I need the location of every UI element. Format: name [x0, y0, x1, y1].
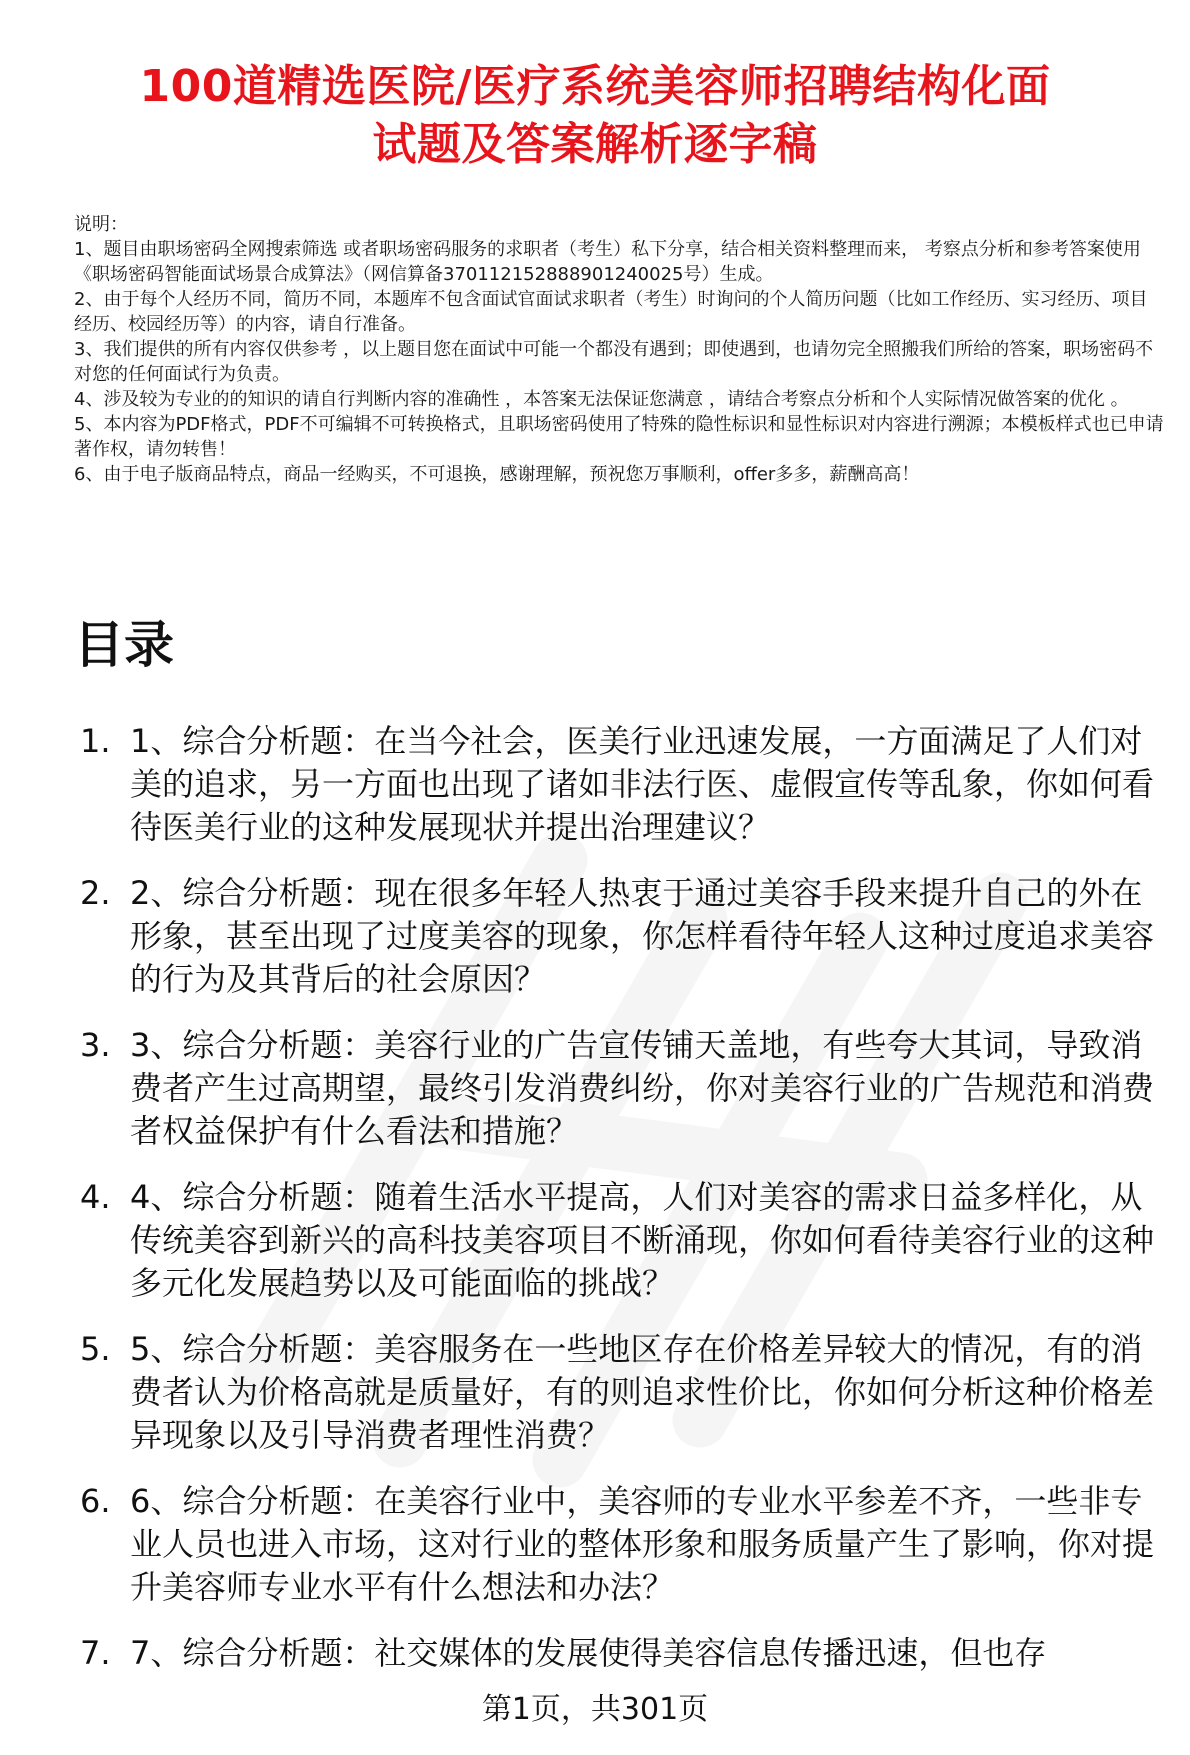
toc-item-6[interactable]: [74, 1480, 1174, 1609]
toc-item-2[interactable]: [74, 872, 1174, 1001]
notes-section: [74, 212, 1164, 487]
toc-item-number: 5.: [80, 1330, 111, 1368]
document-title-line-1: 100道精选医院/医疗系统美容师招聘结构化面: [139, 61, 1051, 112]
toc-item-7[interactable]: [74, 1632, 1174, 1675]
toc-list: [74, 720, 1174, 1698]
note-item-4: 4、涉及较为专业的的知识的请自行判断内容的准确性 ，本答案无法保证您满意 ，请结合考察点分析和个人实际情况做答案的优化 。: [74, 389, 1129, 410]
document-title: [60, 58, 1130, 174]
page-number-footer: 第1页，共301页: [481, 1692, 709, 1727]
notes-heading: 说明：: [74, 214, 128, 235]
toc-item-3[interactable]: [74, 1024, 1174, 1153]
toc-item-text: 7、综合分析题：社交媒体的发展使得美容信息传播迅速，但也存: [130, 1634, 1047, 1672]
toc-item-4[interactable]: [74, 1176, 1174, 1305]
note-item-1: 1、题目由职场密码全网搜索筛选 或者职场密码服务的求职者（考生）私下分享，结合相关资料整理而来， 考察点分析和参考答案使用《职场密码智能面试场景合成算法》（网信算备370112152888901240025号）生成。: [74, 239, 1141, 285]
toc-item-number: 7.: [80, 1634, 111, 1672]
toc-item-number: 4.: [80, 1178, 111, 1216]
toc-item-text: 2、综合分析题：现在很多年轻人热衷于通过美容手段来提升自己的外在形象，甚至出现了过度美容的现象，你怎样看待年轻人这种过度追求美容的行为及其背后的社会原因？: [130, 874, 1155, 998]
toc-item-text: 1、综合分析题：在当今社会，医美行业迅速发展，一方面满足了人们对美的追求，另一方面也出现了诸如非法行医、虚假宣传等乱象，你如何看待医美行业的这种发展现状并提出治理建议？: [130, 722, 1155, 846]
toc-item-text: 5、综合分析题：美容服务在一些地区存在价格差异较大的情况，有的消费者认为价格高就是质量好，有的则追求性价比，你如何分析这种价格差异现象以及引导消费者理性消费？: [130, 1330, 1155, 1454]
toc-item-text: 6、综合分析题：在美容行业中，美容师的专业水平参差不齐，一些非专业人员也进入市场，这对行业的整体形象和服务质量产生了影响，你对提升美容师专业水平有什么想法和办法？: [130, 1482, 1155, 1606]
toc-item-5[interactable]: [74, 1328, 1174, 1457]
toc-heading: 目录: [74, 616, 174, 674]
toc-item-text: 3、综合分析题：美容行业的广告宣传铺天盖地，有些夸大其词，导致消费者产生过高期望，最终引发消费纠纷，你对美容行业的广告规范和消费者权益保护有什么看法和措施？: [130, 1026, 1155, 1150]
note-item-6: 6、由于电子版商品特点，商品一经购买，不可退换，感谢理解，预祝您万事顺利，offer多多，薪酬高高！: [74, 464, 920, 485]
note-item-3: 3、我们提供的所有内容仅供参考 ，以上题目您在面试中可能一个都没有遇到；即使遇到，也请勿完全照搬我们所给的答案，职场密码不对您的任何面试行为负责。: [74, 339, 1154, 385]
note-item-5: 5、本内容为PDF格式，PDF不可编辑不可转换格式，且职场密码使用了特殊的隐性标识和显性标识对内容进行溯源；本模板样式也已申请著作权，请勿转售！: [74, 414, 1164, 460]
toc-item-number: 2.: [80, 874, 111, 912]
toc-item-1[interactable]: [74, 720, 1174, 849]
toc-item-text: 4、综合分析题：随着生活水平提高，人们对美容的需求日益多样化，从传统美容到新兴的高科技美容项目不断涌现，你如何看待美容行业的这种多元化发展趋势以及可能面临的挑战？: [130, 1178, 1155, 1302]
document-title-line-2: 试题及答案解析逐字稿: [372, 119, 818, 170]
toc-item-number: 3.: [80, 1026, 111, 1064]
note-item-2: 2、由于每个人经历不同，简历不同，本题库不包含面试官面试求职者（考生）时询问的个人简历问题（比如工作经历、实习经历、项目经历、校园经历等）的内容，请自行准备。: [74, 289, 1148, 335]
toc-item-number: 6.: [80, 1482, 111, 1520]
toc-item-number: 1.: [80, 722, 111, 760]
